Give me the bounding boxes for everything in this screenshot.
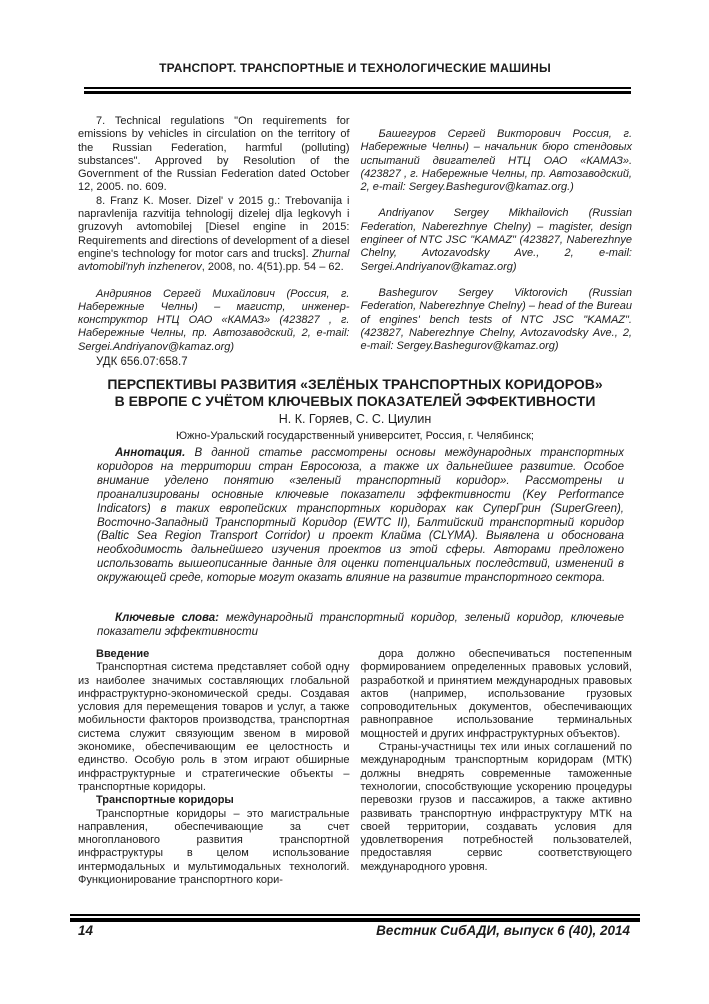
author-bio-andriyanov-ru: Андриянов Сергей Михайлович (Россия, г. Набережные Челны) – магистр, инженер-конструктор НТЦ ОАО «КАМАЗ» (423827 , г. Набережные Челны, пр. Автозаводский, 2, e-mail: Sergei.Andriyanov@kamaz.org) xyxy=(78,287,350,353)
header-rule-thin-line xyxy=(84,87,631,89)
references-left-column xyxy=(78,115,350,354)
page-footer xyxy=(70,923,640,938)
section-heading-introduction: Введение xyxy=(96,648,150,660)
header-rule-thick-line xyxy=(84,91,631,94)
footer-rule xyxy=(70,914,640,922)
keywords-text: международный транспортный коридор, зеленый коридор, ключевые показатели эффективности xyxy=(97,612,624,638)
article-affiliation: Южно-Уральский государственный университет, Россия, г. Челябинск; xyxy=(176,430,534,442)
body-paragraph: Транспортные коридоры – это магистральные направления, обеспечивающие за счет многопланового развития транспортной инфраструктуры в целом использование интермодальных и мультимодальных технологий. Функционирование транспортного кори- xyxy=(78,807,350,887)
body-paragraph: Транспортная система представляет собой одну из наиболее значимых составляющих глобальной инфраструктурно-экономической среды. Создавая условия для перемещения товаров и услуг, а также мобильности факторов производства, транспортная система служит связующим звеном в мировой экономике, обеспечивающим ее целостность и единство. Особую роль в этом играют обширные инфраструктурные и стратегические объекты – транспортные коридоры. xyxy=(78,661,350,793)
article-title-line1: ПЕРСПЕКТИВЫ РАЗВИТИЯ «ЗЕЛЁНЫХ ТРАНСПОРТНЫХ КОРИДОРОВ» xyxy=(107,376,603,392)
abstract-label: Аннотация. xyxy=(115,447,186,459)
footer-rule-thin-line xyxy=(70,914,640,916)
article-title xyxy=(78,376,632,410)
body-paragraph: дора должно обеспечиваться постепенным формированием определенных правовых условий, разработкой и принятием международных правовых актов (например, использование грузовых сопроводительных документов, обеспечивающих равноправное использование терминальных мощностей и других инфраструктурных объектов). xyxy=(360,648,632,740)
reference-item-7: 7. Technical regulations "On requirements for emissions by vehicles in circulation on the territory of the Russian Federation, harmful (polluting) substances". Approved by Resolution of the Government of the Russian Federation dated October 12, 2005. no. 609. xyxy=(78,115,350,194)
reference-8-tail: , 2008, no. 4(51).pp. 54 – 62. xyxy=(201,261,344,274)
running-head: ТРАНСПОРТ. ТРАНСПОРТНЫЕ И ТЕХНОЛОГИЧЕСКИЕ МАШИНЫ xyxy=(159,61,551,75)
page-number: 14 xyxy=(78,923,94,938)
footer-rule-thick-line xyxy=(70,918,640,922)
article-title-line2: В ЕВРОПЕ С УЧЁТОМ КЛЮЧЕВЫХ ПОКАЗАТЕЛЕЙ ЭФФЕКТИВНОСТИ xyxy=(114,393,596,409)
body-paragraph: Страны-участницы тех или иных соглашений по международным транспортным коридорам (МТК) должны внедрять современные таможенные технологии, способствующие ускорению процедуры перевозки грузов и пассажиров, а также активно развивать транспортную инфраструктуру МТК на своей территории, создавать условия для удовлетворения потребностей пользователей, предоставляя сервис соответствующего международного уровня. xyxy=(360,741,632,873)
journal-reference: Вестник СибАДИ, выпуск 6 (40), 2014 xyxy=(376,923,630,938)
abstract-paragraph xyxy=(97,447,624,586)
author-bio-bashegurov-en: Bashegurov Sergey Viktorovich (Russian Federation, Naberezhnye Chelny) – head of the Bureau of engines' bench tests of NTC JSC "KAMAZ". (423827, Naberezhnye Chelny, Avtozavodsky Ave., 2, e-mail: Sergey.Bashegurov@kamaz.org) xyxy=(360,286,632,353)
journal-name: Zhurnal avtomobil'nyh inzhenerov xyxy=(78,247,350,274)
article-body xyxy=(78,648,632,887)
author-bio-bashegurov-ru: Башегуров Сергей Викторович Россия, г. Набережные Челны) – начальник бюро стендовых испытаний двигателей НТЦ ОАО «КАМАЗ». (423827 , г. Набережные Челны, пр. Автозаводский, 2, e-mail: Sergey.Bashegurov@kamaz.org.) xyxy=(360,128,632,194)
keywords-paragraph xyxy=(97,612,624,640)
references-right-column xyxy=(361,115,633,354)
references-section xyxy=(78,115,632,354)
udc-code: УДК 656.07:658.7 xyxy=(96,356,188,368)
reference-item-8 xyxy=(78,195,350,275)
section-heading-transport-corridors: Транспортные коридоры xyxy=(96,794,234,807)
body-right-column xyxy=(361,648,633,887)
keywords-label: Ключевые слова: xyxy=(115,612,220,624)
abstract-text: В данной статье рассмотрены основы международных транспортных коридоров на территории стран Евросоюза, а также их дальнейшее развитие. Особое внимание уделено понятию «зеленый транспортный коридор». Рассмотрены и проанализированы основные ключевые показатели эффективности (Key Performance Indicators) в таких европейских транспортных коридорах как СуперГрин (SuperGreen), Восточно-Западный Транспортный Коридор (EWTC II), Балтийский транспортный коридор (Baltic Sea Region Transport Corridor) и проект Клайма (CLYMA). Выявлена и обоснована необходимость дальнейшего изучения проектов из этой сферы. Авторами предложено использовать вышеописанные данные для оценки потенциальных последствий, изменений в окружающей среде, которые могут оказать влияние на развитие транспортного сектора. xyxy=(97,447,624,585)
body-left-column xyxy=(78,648,350,887)
author-bio-andriyanov-en: Andriyanov Sergey Mikhailovich (Russian Federation, Naberezhnye Chelny) – magister, design engineer of NTC JSC "KAMAZ" (423827, Naberezhnye Chelny, Avtozavodsky Ave., 2, e-mail: Sergei.Andriyanov@kamaz.org) xyxy=(360,207,632,273)
header-rule xyxy=(84,87,631,94)
reference-8-text: 8. Franz K. Moser. Dizel' v 2015 g.: Trebovanija i napravlenija razvitija tehnologij dizelej dlja legkovyh i gruzovyh avtomobilej [Diesel engine in 2015: Requirements and directions of development of a diesel engine's technology for motor cars and trucks]. xyxy=(78,194,350,260)
article-authors: Н. К. Горяев, С. С. Циулин xyxy=(278,412,432,426)
